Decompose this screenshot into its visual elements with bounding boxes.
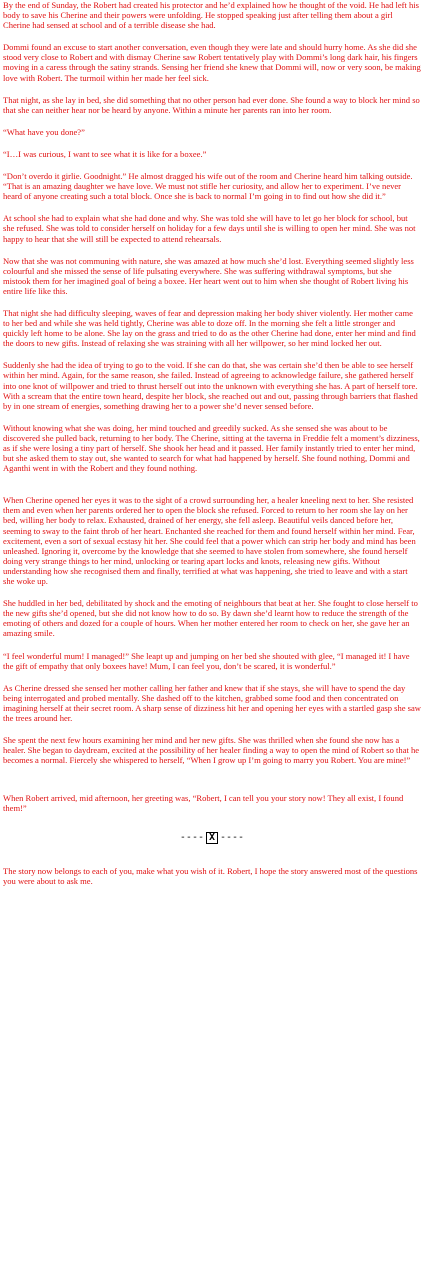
paragraph: Dommi found an excuse to start another conversation, even though they were late and should hurry home. As she did she stood very close to Robert and with dismay Cherine saw Robert tentatively play with Dommi’s long dark hair, his fingers moving in a caress through the satiny strands. Sensing her friend she knew that Dommi will, now or very soon, be making love with Robert. The turmoil within her made her feel sick. [3,42,421,83]
paragraph: When Cherine opened her eyes it was to the sight of a crowd surrounding her, a healer kneeling next to her. She resisted them and even when her parents ordered her to open the block she refused. Forced to return to her room she lay on her bed, willing her body to relax. Exhausted, drained of her energy, she fell asleep. Beautiful veils danced before her, seeming to sway to the faint throb of her heart. Enchanted she reached for them and found herself within her mind. Fear, excitement, even a sort of sexual ecstasy hit her. She could feel that a power which can strip her body and mind has been unleashed. Ignoring it, overcome by the knowledge that she seemed to have stolen from somewhere, she found herself doing very strange things to her mind, unlocking or tearing apart locks and knots, releasing new gifts. Without understanding how she recognised them and finally, terrified at what was happening, she tried to leave and with a start she woke up. [3,495,416,587]
paragraph: “I feel wonderful mum! I managed!” She leapt up and jumping on her bed she shouted with glee, “I managed it! I have the gift of empathy that only boxees have! Mum, I can feel you, don’t be scared, it is wonderful.” [3,650,410,671]
paragraph: “What have you done?” [3,126,85,137]
paragraph: At school she had to explain what she had done and why. She was told she will have to let go her block for school, but she refused. She was told to consider herself on holiday for a few days until she is willing to open her mind. She was not happy to hear that she will still be expected to attend rehearsals. [3,213,416,244]
paragraph: That night, as she lay in bed, she did something that no other person had ever done. She found a way to block her mind so that she can neither hear nor be heard by anyone. Within a minute her parents ran into her room. [3,94,420,115]
paragraph: That night she had difficulty sleeping, waves of fear and depression making her body shiver violently. Her mother came to her bed and while she was held tightly, Cherine was able to doze off. In the morning she felt a little stronger and quickly left home to be alone. She lay on the grass and tried to do as the other Cherine had done, enter her mind and find the doors to new gifts. Instead of relaxing she was straining with all her willpower, so her mind locked her out. [3,307,416,349]
paragraph: “Don’t overdo it girlie. Goodnight.” He almost dragged his wife out of the room and Cherine heard him talking outside. “That is an amazing daughter we have love. We must not stifle her curiosity, and allow her to experiment. I’ve never heard of anyone creating such a total block. Once she is back to normal I’m going in to find out how she did it.” [3,171,413,202]
divider-mark: X [206,832,218,844]
paragraph: She spent the next few hours examining her mind and her new gifts. She was thrilled when she found she now has a healer. She began to daydream, excited at the possibility of her healer finding a way to open the mind of Robert so that he becomes a normal. Fiercely she whispered to herself, “When I grow up I’m going to marry you Robert. You are mine!” [3,735,420,766]
paragraph: Now that she was not communing with nature, she was amazed at how much she’d lost. Everything seemed slightly less colourful and she missed the sense of life pulsating everywhere. She was suffering withdrawal symptoms, but she mistook them for her imagined goal of being a boxee. Her heart went out to him when she thought of Robert living his entire life like this. [3,255,414,296]
paragraph: By the end of Sunday, the Robert had created his protector and he’d explained how he thought of the void. He had left his body to save his Cherine and their powers were unfolding. He stopped speaking just after telling them about a girl Cherine had sensed at school and of a terrible disease she had. [3,0,419,31]
paragraph: As Cherine dressed she sensed her mother calling her father and knew that if she stays, she will have to spend the day being interrogated and probed mentally. She dashed off to the kitchen, grabbed some food and then concentrated on imagining herself at their secret room. A sharp sense of dizziness hit her and opening her eyes with a startled gasp she saw the trees around her. [3,682,421,723]
paragraph: She huddled in her bed, debilitated by shock and the emoting of neighbours that beat at her. She fought to close herself to the new gifts she’d opened, but she did not know how to do so. By dawn she’d learnt how to reduce the strength of the emoting of others and dozed for a couple of hours. When her mother entered her room to check on her, she gave her an amazing smile. [3,598,418,639]
paragraph: “I…I was curious, I want to see what it is like for a boxee.” [3,148,207,159]
paragraph: Suddenly she had the idea of trying to go to the void. If she can do that, she was certain she’d then be able to see herself within her mind. Again, for the same reason, she failed. Instead of agreeing to acknowledge failure, she gathered herself into one knot of willpower and tried to thrust herself out into the unknown with everything she has. A part of herself tore. With a scream that the entire town heard, despite her block, she reached out and out, passing through barriers that flashed by in one stream of energies, something drawing her to a power she’d never sensed before. [3,360,418,411]
paragraph: Without knowing what she was doing, her mind touched and greedily sucked. As she sensed she was about to be discovered she pulled back, returning to her body. The Cherine, sitting at the taverna in Freddie felt a moment’s dizziness, as if she were losing a tiny part of herself. She shook her head and it passed. Her family instantly tried to enter her mind, but she asked them to stay out, she wanted to search for what had happened by herself. She found nothing, Dommi and Aganthi went in with the Robert and they found nothing. [3,422,420,474]
divider-dashes-left: ---- [179,832,204,844]
paragraph: When Robert arrived, mid afternoon, her greeting was, “Robert, I can tell you your story now! They all exist, I found them!” [3,793,404,814]
closing-paragraph: The story now belongs to each of you, make what you wish of it. Robert, I hope the story answered most of the questions you were about to ask me. [3,865,418,886]
section-divider [3,832,421,844]
divider-dashes-right: ---- [220,832,245,844]
